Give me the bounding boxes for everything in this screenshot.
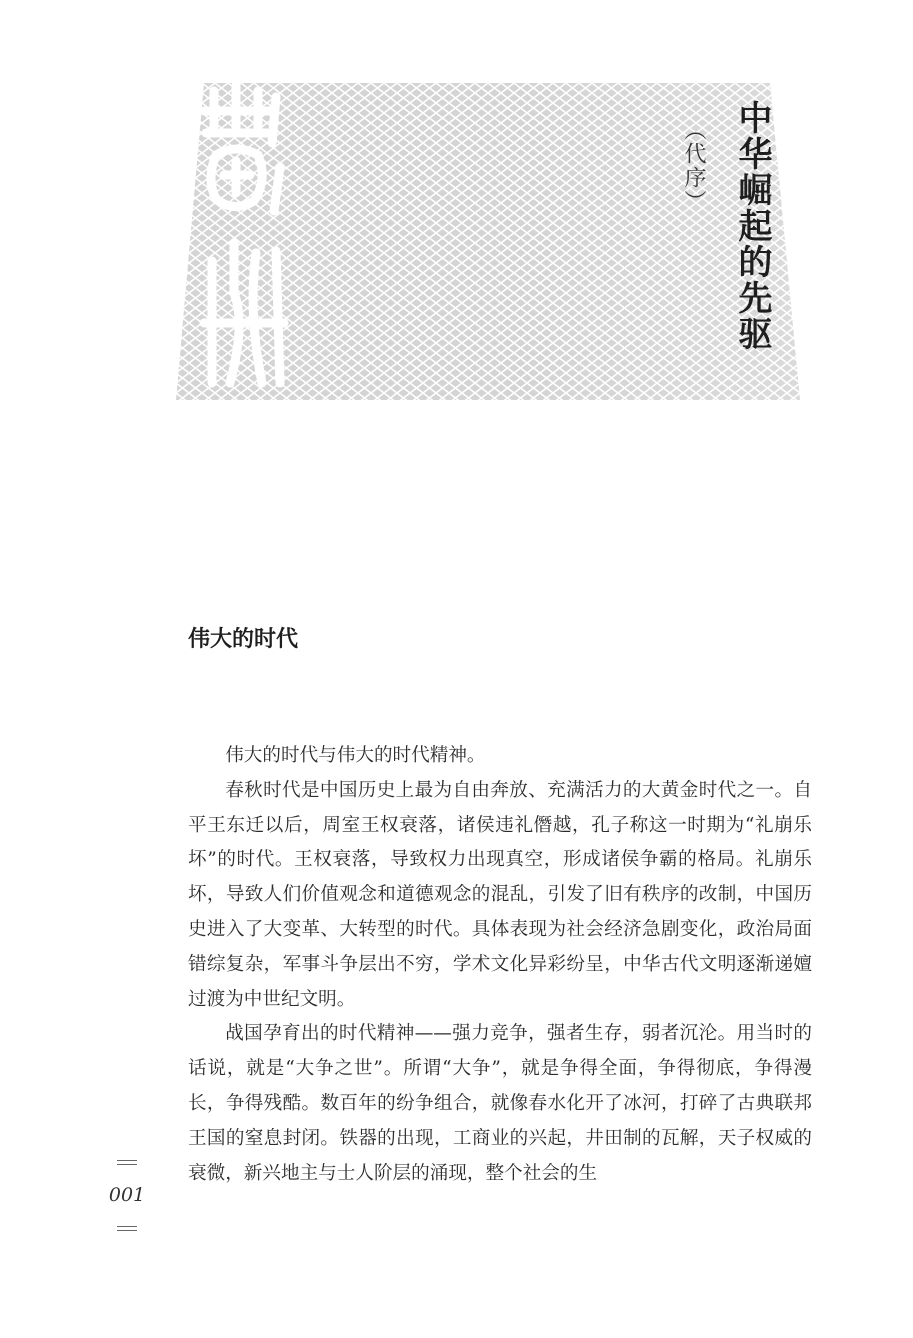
page-number-rule-bottom bbox=[117, 1226, 137, 1231]
body-text bbox=[188, 739, 812, 1191]
paragraph: 战国孕育出的时代精神——强力竞争，强者生存，弱者沉沦。用当时的话说，就是“大争之世”。所谓“大争”，就是争得全面，争得彻底，争得漫长，争得残酷。数百年的纷争组合，就像春水化开了冰河，打碎了古典联邦王国的窒息封闭。铁器的出现，工商业的兴起，井田制的瓦解，天子权威的衰微，新兴地主与士人阶层的涌现，整个社会的生 bbox=[188, 1023, 812, 1184]
page-subtitle: （代序） bbox=[681, 118, 706, 214]
page-number: 001 bbox=[108, 1184, 146, 1206]
paragraph: 春秋时代是中国历史上最为自由奔放、充满活力的大黄金时代之一。自平王东迁以后，周室王权衰落，诸侯违礼僭越，孔子称这一时期为“礼崩乐坏”的时代。王权衰落，导致权力出现真空，形成诸侯争霸的格局。礼崩乐坏，导致人们价值观念和道德观念的混乱，引发了旧有秩序的改制，中国历史进入了大变革、大转型的时代。具体表现为社会经济急剧变化，政治局面错综复杂，军事斗争层出不穷，学术文化异彩纷呈，中华古代文明逐渐递嬗过渡为中世纪文明。 bbox=[188, 779, 812, 1010]
section-heading: 伟大的时代 bbox=[188, 627, 299, 652]
paragraph: 伟大的时代与伟大的时代精神。 bbox=[225, 745, 486, 766]
lattice-pattern bbox=[176, 83, 800, 400]
header-banner bbox=[176, 83, 800, 400]
page-number-rule-top bbox=[117, 1160, 137, 1165]
page-title: 中华崛起的先驱 bbox=[732, 100, 772, 352]
